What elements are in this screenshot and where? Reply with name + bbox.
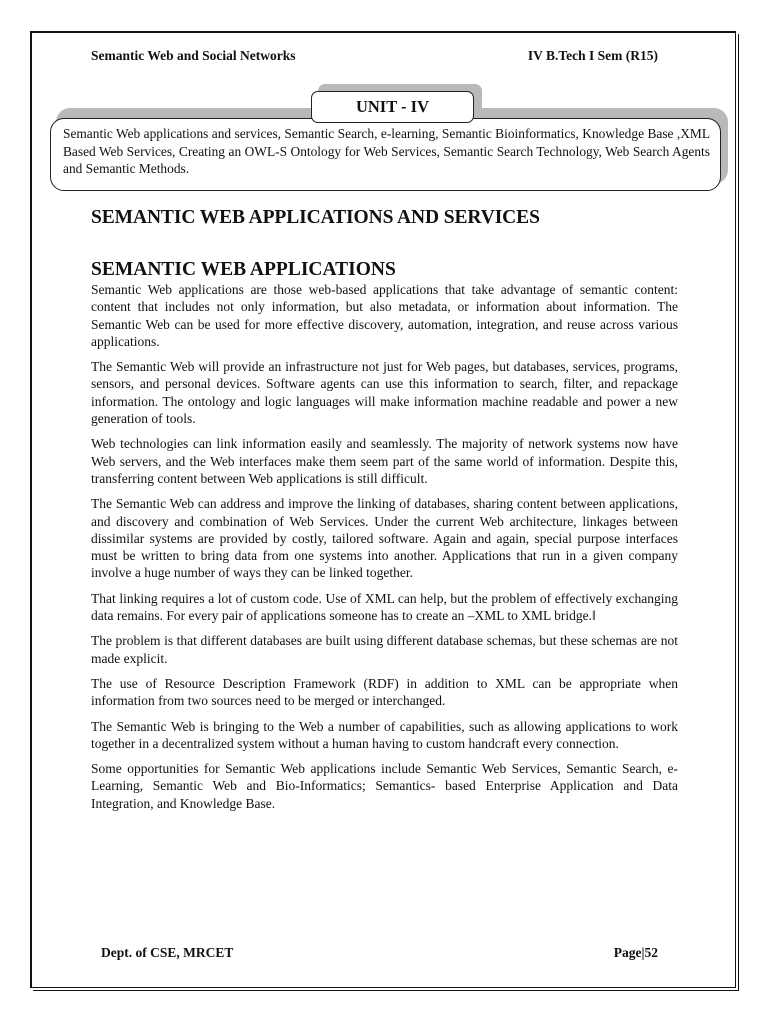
page-title: SEMANTIC WEB APPLICATIONS AND SERVICES: [91, 207, 540, 228]
paragraph: Semantic Web applications are those web-based applications that take advantage of semantic content: content that includes not only information, but also metadata, or information about information. The Semantic Web can be used for more effective discovery, automation, integration, and reuse across various applications.: [91, 282, 678, 349]
paragraph: The Semantic Web will provide an infrastructure not just for Web pages, but databases, services, programs, sensors, and personal devices. Software agents can use this information to search, filter, and repackage information. The ontology and logic languages will make information machine readable and power a new generation of tools.: [91, 359, 678, 427]
paragraph: That linking requires a lot of custom code. Use of XML can help, but the problem of effectively exchanging data remains. For every pair of applications someone has to create an –XML to XML bridge.‖: [91, 590, 678, 624]
unit-summary-text: Semantic Web applications and services, Semantic Search, e-learning, Semantic Bioinformatics, Knowledge Base ,XML Based Web Services, Creating an OWL-S Ontology for Web Services, Semantic Search Technology, Web Search Agents and Semantic Methods.: [63, 126, 710, 176]
unit-summary-box: [50, 118, 721, 191]
semester-label: IV B.Tech I Sem (R15): [527, 48, 658, 63]
department-label: Dept. of CSE, MRCET: [101, 945, 234, 960]
paragraph: Some opportunities for Semantic Web applications include Semantic Web Services, Semantic Search, e-Learning, Semantic Web and Bio-Informatics; Semantics- based Enterprise Application and Data Integration, and Knowledge Base.: [91, 761, 678, 811]
page-number: Page|52: [613, 945, 658, 960]
course-title: Semantic Web and Social Networks: [91, 48, 296, 63]
section-title: SEMANTIC WEB APPLICATIONS: [91, 259, 396, 280]
unit-label: UNIT - IV: [311, 91, 474, 123]
paragraph: The use of Resource Description Framework (RDF) in addition to XML can be appropriate when information from two sources need to be merged or interchanged.: [91, 675, 678, 709]
paragraph: Web technologies can link information easily and seamlessly. The majority of network systems now have Web servers, and the Web interfaces make them seem part of the same world of information. Despite this, transferring content between Web applications is still difficult.: [91, 436, 678, 486]
paragraph: The Semantic Web can address and improve the linking of databases, sharing content between applications, and discovery and combination of Web Services. Under the current Web architecture, linkages between dissimilar systems are provided by costly, tailored software. Again and again, special purpose interfaces must be written to bring data from one systems into another. Applications that run in a given company involve a huge number of ways they can be linked together.: [91, 496, 678, 581]
page-header: [91, 48, 658, 68]
paragraph: The Semantic Web is bringing to the Web a number of capabilities, such as allowing applications to work together in a decentralized system without a human having to custom handcraft every connection.: [91, 718, 678, 751]
paragraph: The problem is that different databases are built using different database schemas, but these schemas are not made explicit.: [91, 633, 678, 666]
main-content: [91, 205, 678, 820]
